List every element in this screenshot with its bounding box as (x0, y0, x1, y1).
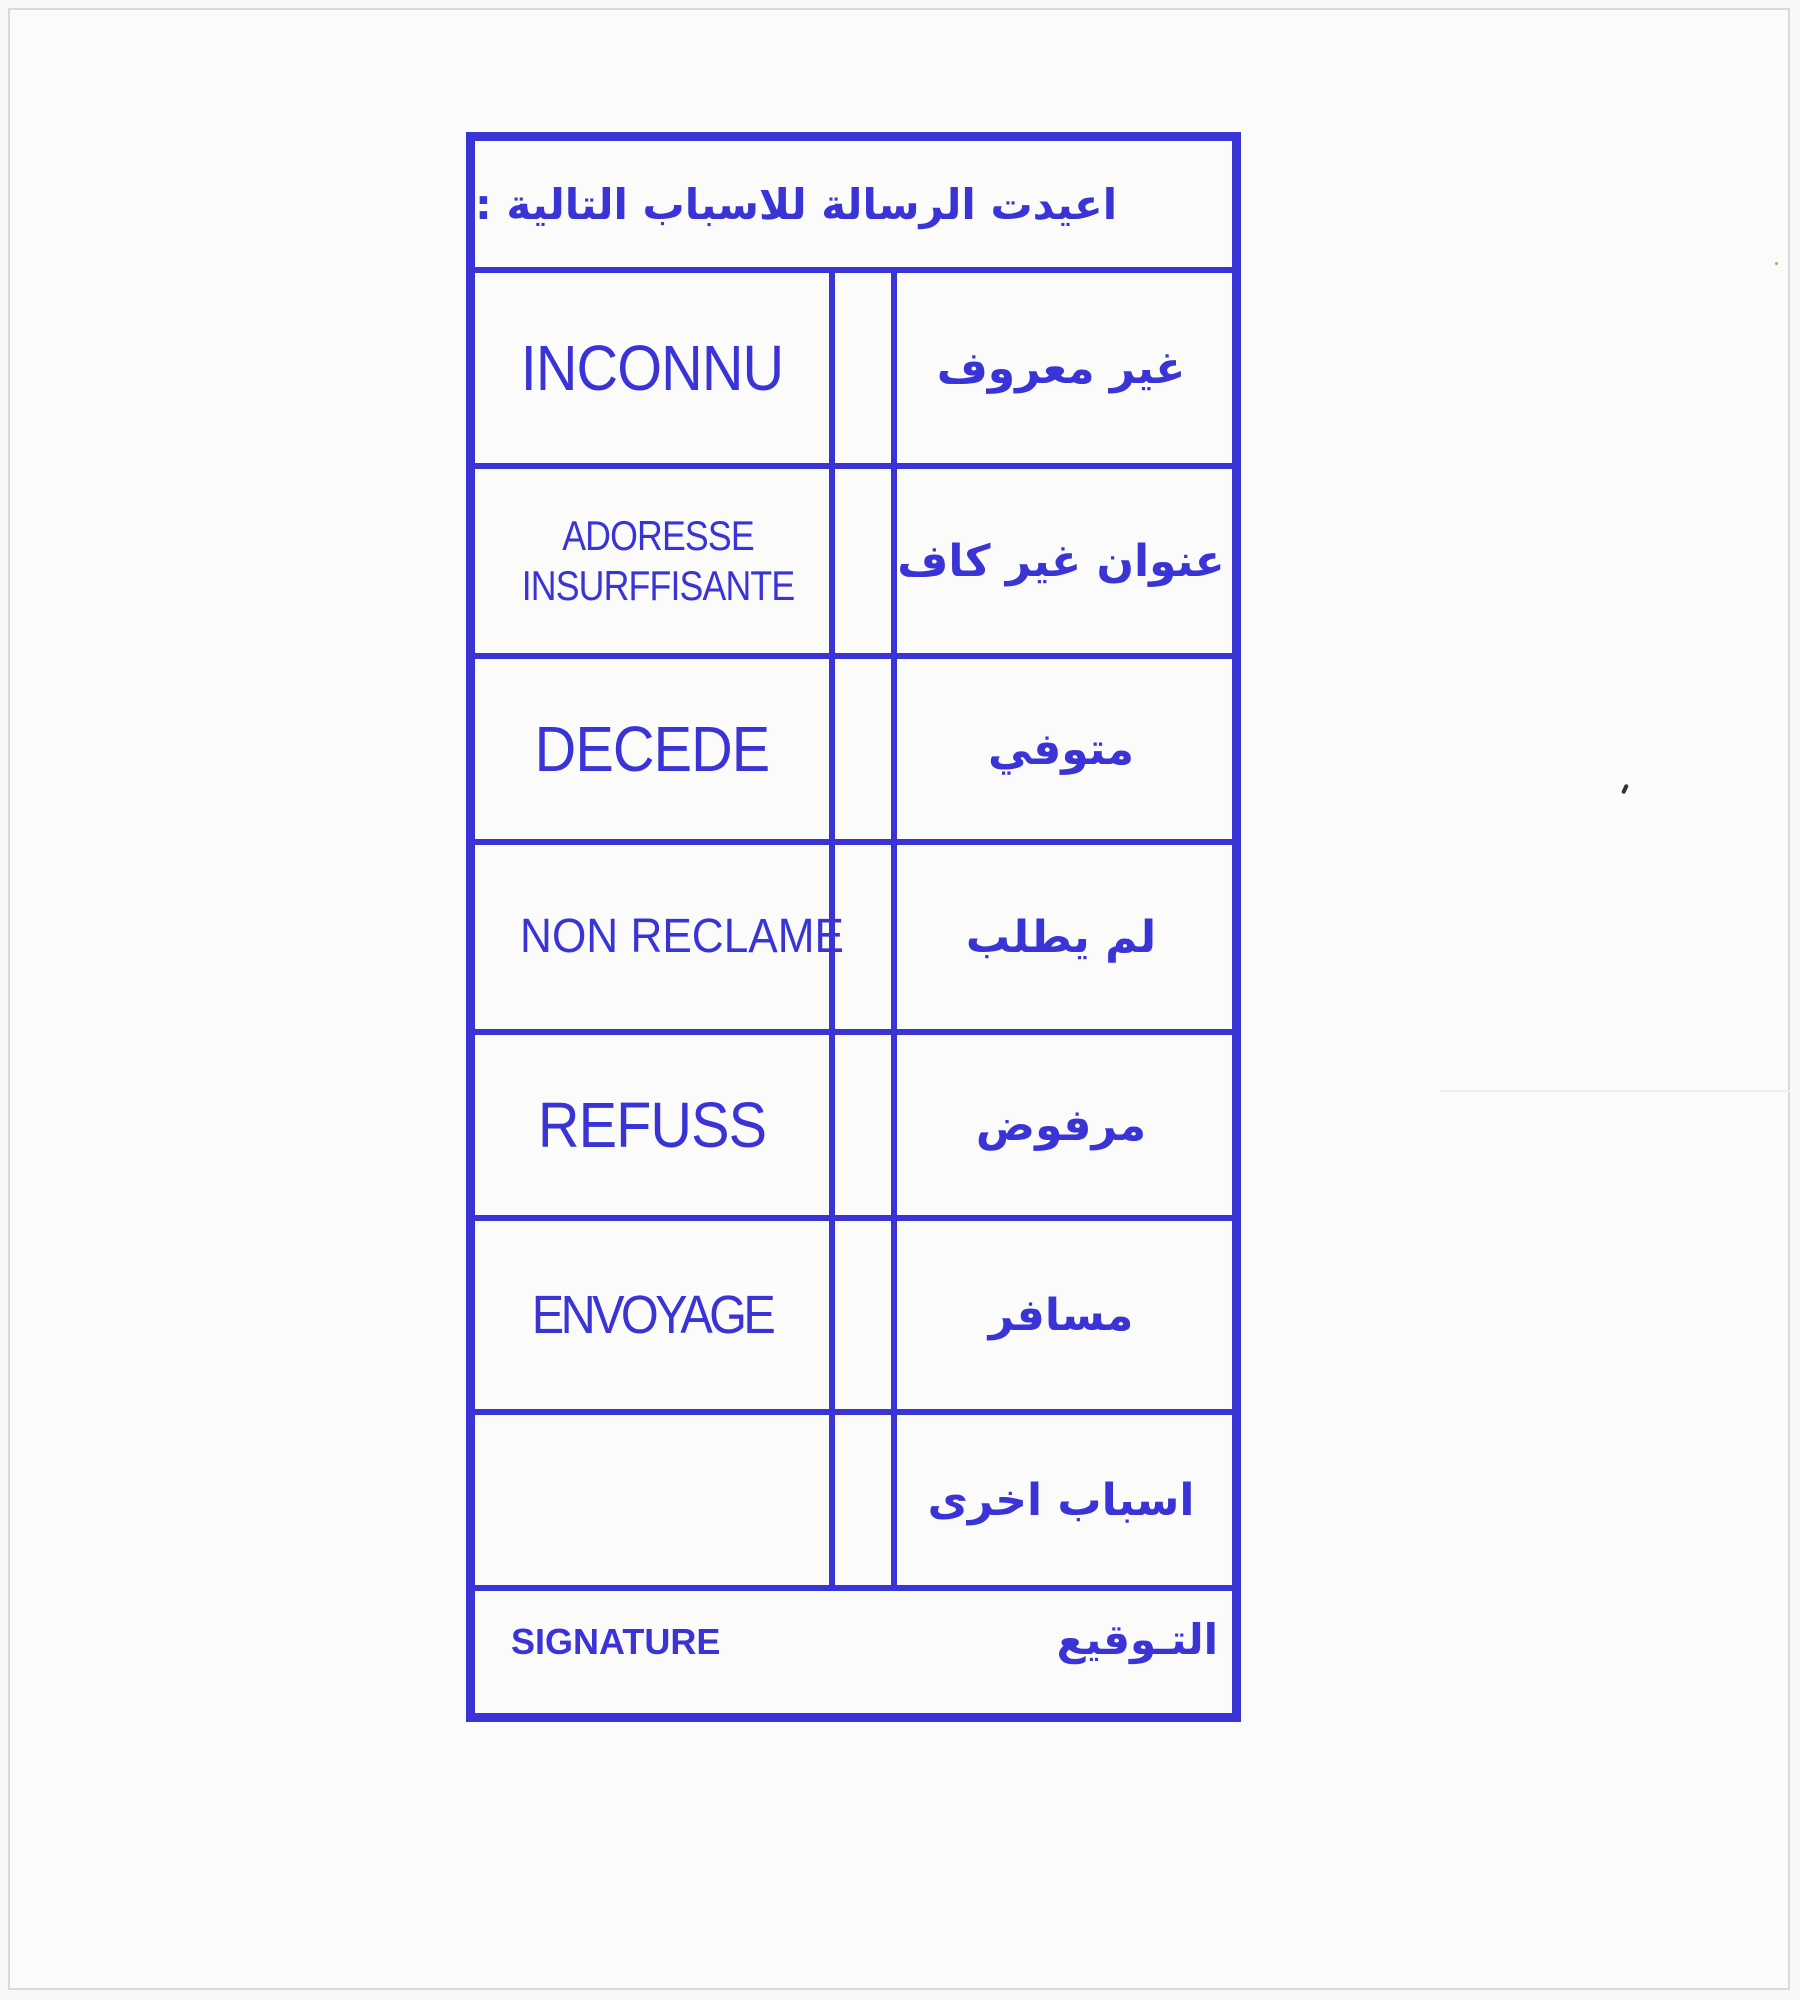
reason-row (475, 1035, 1232, 1221)
reason-row (475, 1221, 1232, 1415)
reason-fr-label: DECEDE (534, 713, 770, 785)
reason-ar-label: متوفي (987, 723, 1135, 775)
reason-row (475, 469, 1232, 659)
reason-ar-label: مرفوض (975, 1099, 1147, 1151)
reason-row (475, 1415, 1232, 1591)
reason-ar-label: غير معروف (936, 342, 1186, 394)
signature-area (475, 1591, 1232, 1713)
reason-row (475, 659, 1232, 845)
reason-fr-label: ENVOYAGE (531, 1285, 773, 1345)
reason-fr-label: NON RECLAME (520, 909, 844, 963)
signature-label-fr: SIGNATURE (511, 1621, 721, 1662)
reason-ar-label: مسافر (988, 1289, 1134, 1341)
signature-label-ar: التـوقيع (1056, 1615, 1218, 1664)
reason-fr-label: REFUSS (537, 1089, 767, 1161)
reason-ar-label: عنوان غير كاف (897, 535, 1225, 587)
reason-fr-label: INCONNU (520, 332, 784, 404)
reason-row (475, 845, 1232, 1035)
reason-ar-label: لم يطلب (965, 911, 1157, 963)
stamp-header: اعيدت الرسالة للاسباب التالية : (475, 141, 1232, 273)
paper-fold-line (1440, 1090, 1790, 1092)
reason-ar-label: اسباب اخرى (927, 1474, 1195, 1526)
ink-speck (1775, 262, 1778, 265)
reason-row (475, 273, 1232, 469)
reason-fr-label (475, 1415, 829, 1585)
reason-fr-label: ADORESSE INSURFFISANTE (521, 511, 795, 609)
return-reasons-stamp (466, 132, 1241, 1722)
